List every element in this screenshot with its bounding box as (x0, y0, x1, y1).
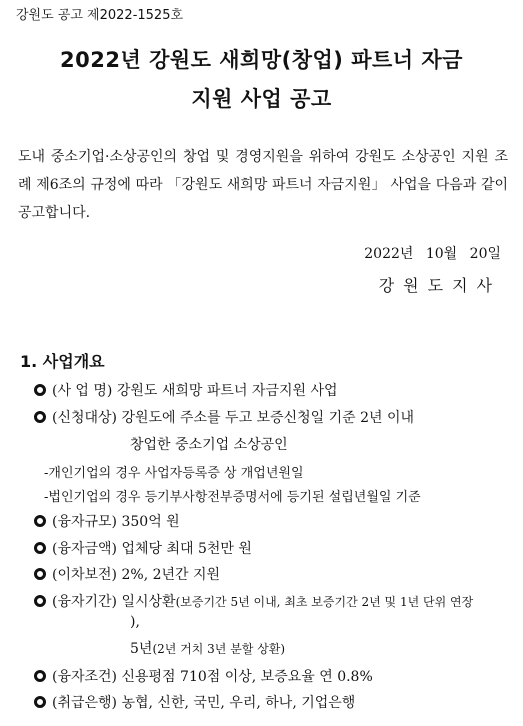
sub-item: -개인기업의 경우 사업자등록증 상 개업년원일 (44, 466, 304, 481)
item-continuation (130, 638, 285, 658)
list-item (34, 538, 252, 558)
intro-paragraph: 도내 중소기업·소상공인의 창업 및 경영지원을 위하여 강원도 소상공인 지원 조례 제6조의 규정에 따라 「강원도 새희망 파트너 자금지원」 사업을 다음과 같이 공고합니다. (18, 149, 508, 221)
list-item (34, 666, 373, 686)
circle-bullet-icon (34, 384, 46, 396)
item-label: (융자기간) (52, 594, 118, 610)
list-item (34, 692, 355, 712)
item-label: (이차보전) (52, 567, 118, 583)
item-label: (사 업 명) (52, 383, 113, 399)
item-value: 신용평점 710점 이상, 보증요율 연 0.8% (121, 669, 373, 685)
item-value: 2%, 2년간 지원 (121, 567, 221, 583)
title-line-2: 지원 사업 공고 (191, 87, 332, 111)
list-item (34, 380, 338, 400)
circle-bullet-icon (34, 670, 46, 682)
document-number: 강원도 공고 제2022-1525호 (16, 8, 184, 23)
circle-bullet-icon (34, 515, 46, 527)
list-item (34, 511, 180, 531)
item-label: (융자조건) (52, 669, 118, 685)
circle-bullet-icon (34, 696, 46, 708)
circle-bullet-icon (34, 542, 46, 554)
sub-item: -법인기업의 경우 등기부사항전부증명서에 등기된 설립년월일 기준 (44, 490, 421, 505)
circle-bullet-icon (34, 411, 46, 423)
item-continuation: 창업한 중소기업 소상공인 (130, 437, 288, 453)
list-item (34, 591, 473, 611)
circle-bullet-icon (34, 595, 46, 607)
issuer: 강원도지사 (378, 276, 501, 295)
title-line-1: 2022년 강원도 새희망(창업) 파트너 자금 (60, 48, 463, 72)
item-value: 강원도 새희망 파트너 자금지원 사업 (116, 383, 338, 399)
item-label: (신청대상) (52, 410, 118, 426)
item-label: (융자규모) (52, 514, 118, 530)
list-item (34, 407, 414, 427)
list-item (34, 564, 220, 584)
section-heading: 1. 사업개요 (20, 352, 105, 371)
announcement-date: 2022년 10월 20일 (364, 246, 501, 262)
item-value: 업체당 최대 5천만 원 (121, 541, 252, 557)
item-label: (융자금액) (52, 541, 118, 557)
item-note: (보증기간 5년 이내, 최초 보증기간 2년 및 1년 단위 연장 (175, 595, 474, 609)
item-value: 농협, 신한, 국민, 우리, 하나, 기업은행 (121, 695, 356, 711)
item-value: 강원도에 주소를 두고 보증신청일 기준 2년 이내 (121, 410, 415, 426)
item-label: (취급은행) (52, 695, 118, 711)
item-value: 일시상환 (121, 594, 176, 610)
item-continuation: ), (130, 614, 140, 630)
circle-bullet-icon (34, 568, 46, 580)
item-continuation-note: (2년 거치 3년 분할 상환) (152, 642, 286, 656)
item-value: 350억 원 (121, 514, 180, 530)
item-continuation-value: 5년 (130, 641, 153, 657)
